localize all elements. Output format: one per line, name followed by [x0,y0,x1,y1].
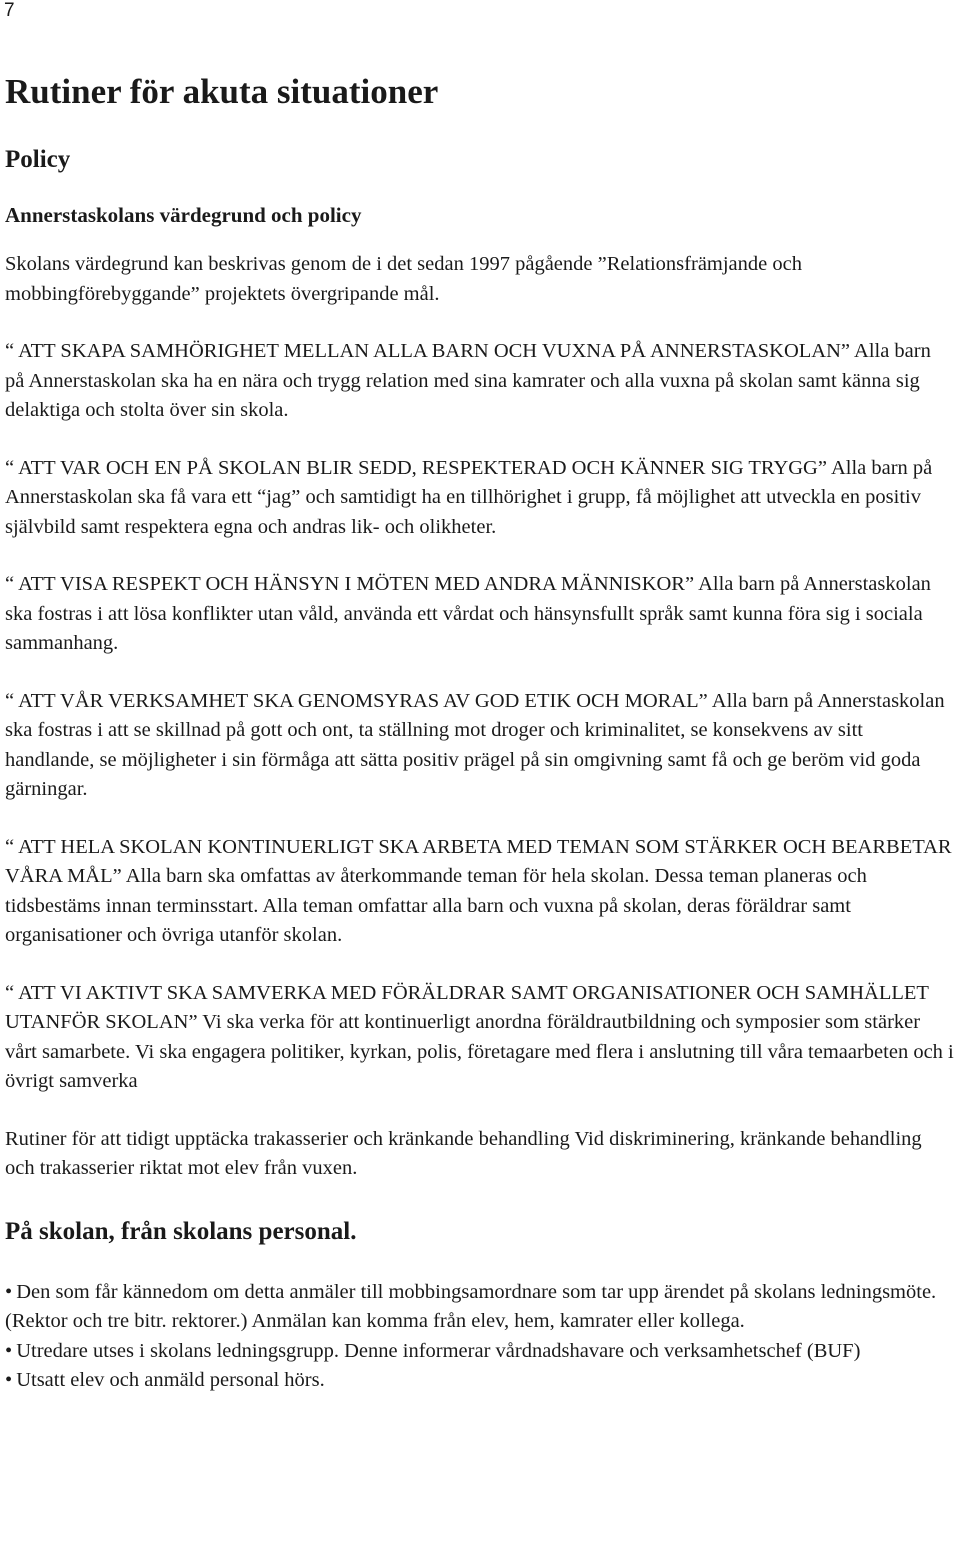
goal-paragraph: “ ATT VISA RESPEKT OCH HÄNSYN I MÖTEN MED ANDRA MÄNNISKOR” Alla barn på Annerstaskolan ska fostras i att lösa konflikter utan våld, använda ett vårdat och hänsynsfullt språk samt kunna föra sig i sociala sammanhang. [5,573,931,654]
bullet-text: Utredare utses i skolans ledningsgrupp. Denne informerar vårdnadshavare och verksamhetschef (BUF) [16,1339,861,1362]
bullet-text: Utsatt elev och anmäld personal hörs. [16,1369,325,1391]
goal-paragraph: “ ATT HELA SKOLAN KONTINUERLIGT SKA ARBETA MED TEMAN SOM STÄRKER OCH BEARBETAR VÅRA MÅL” Alla barn ska omfattas av återkommande teman för hela skolan. Dessa teman planeras och tidsbestäms innan terminsstart. Alla teman omfattar alla barn och vuxna på skolan, deras föräldrar samt organisationer och övriga utanför skolan. [5,835,952,946]
goal-paragraph: “ ATT VÅR VERKSAMHET SKA GENOMSYRAS AV GOD ETIK OCH MORAL” Alla barn på Annerstaskolan ska fostras i att se skillnad på gott och ont, ta ställning mot droger och kriminalitet, se konsekvens av sitt handlande, se möjligheter i sin förmåga att sätta positiv prägel på sin omgivning samt få och ge beröm vid goda gärningar. [5,689,945,800]
goal-paragraph: “ ATT VI AKTIVT SKA SAMVERKA MED FÖRÄLDRAR SAMT ORGANISATIONER OCH SAMHÄLLET UTANFÖR SKOLAN” Vi ska verka för att kontinuerligt anordna föräldrautbildning och symposier som stärker vårt samarbete. Vi ska engagera politiker, kyrkan, polis, företagare med flera i anslutning till våra temaarbeten och i övrigt samverka [5,981,954,1092]
goal-paragraph: “ ATT VAR OCH EN PÅ SKOLAN BLIR SEDD, RESPEKTERAD OCH KÄNNER SIG TRYGG” Alla barn på Annerstaskolan ska få vara ett “jag” och samtidigt ha en tillhörighet i grupp, få möjlighet att utveckla en positiv självbild samt respektera egna och andras lik- och olikheter. [5,456,933,538]
page-title: Rutiner för akuta situationer [5,72,439,111]
policy-subheading: Annerstaskolans värdegrund och policy [5,203,362,227]
bullet-icon: • [5,1280,13,1303]
document-body [5,70,955,1396]
bullet-item [5,1337,955,1367]
page-number: 7 [4,0,15,21]
section-heading: På skolan, från skolans personal. [5,1217,357,1245]
intro-paragraph: Skolans värdegrund kan beskrivas genom de i det sedan 1997 pågående ”Relationsfrämjande och mobbingförebyggande” projektets övergripande mål. [5,253,802,305]
bullet-icon: • [5,1369,13,1391]
bullet-icon: • [5,1339,13,1362]
bullet-item [5,1278,955,1337]
routine-paragraph: Rutiner för att tidigt upptäcka trakasserier och kränkande behandling Vid diskriminering, kränkande behandling och trakasserier riktat mot elev från vuxen. [5,1127,922,1179]
goal-paragraph: “ ATT SKAPA SAMHÖRIGHET MELLAN ALLA BARN OCH VUXNA PÅ ANNERSTASKOLAN” Alla barn på Annerstaskolan ska ha en nära och trygg relation med sina kamrater och alla vuxna på skolan samt känna sig delaktiga och stolta över sin skola. [5,340,931,421]
bullet-text: Den som får kännedom om detta anmäler till mobbingsamordnare som tar upp ärendet på skolans ledningsmöte. (Rektor och tre bitr. rektorer.) Anmälan kan komma från elev, hem, kamrater eller kollega. [5,1280,937,1332]
bullet-list [5,1278,955,1396]
bullet-item [5,1366,955,1396]
policy-heading: Policy [5,146,71,173]
